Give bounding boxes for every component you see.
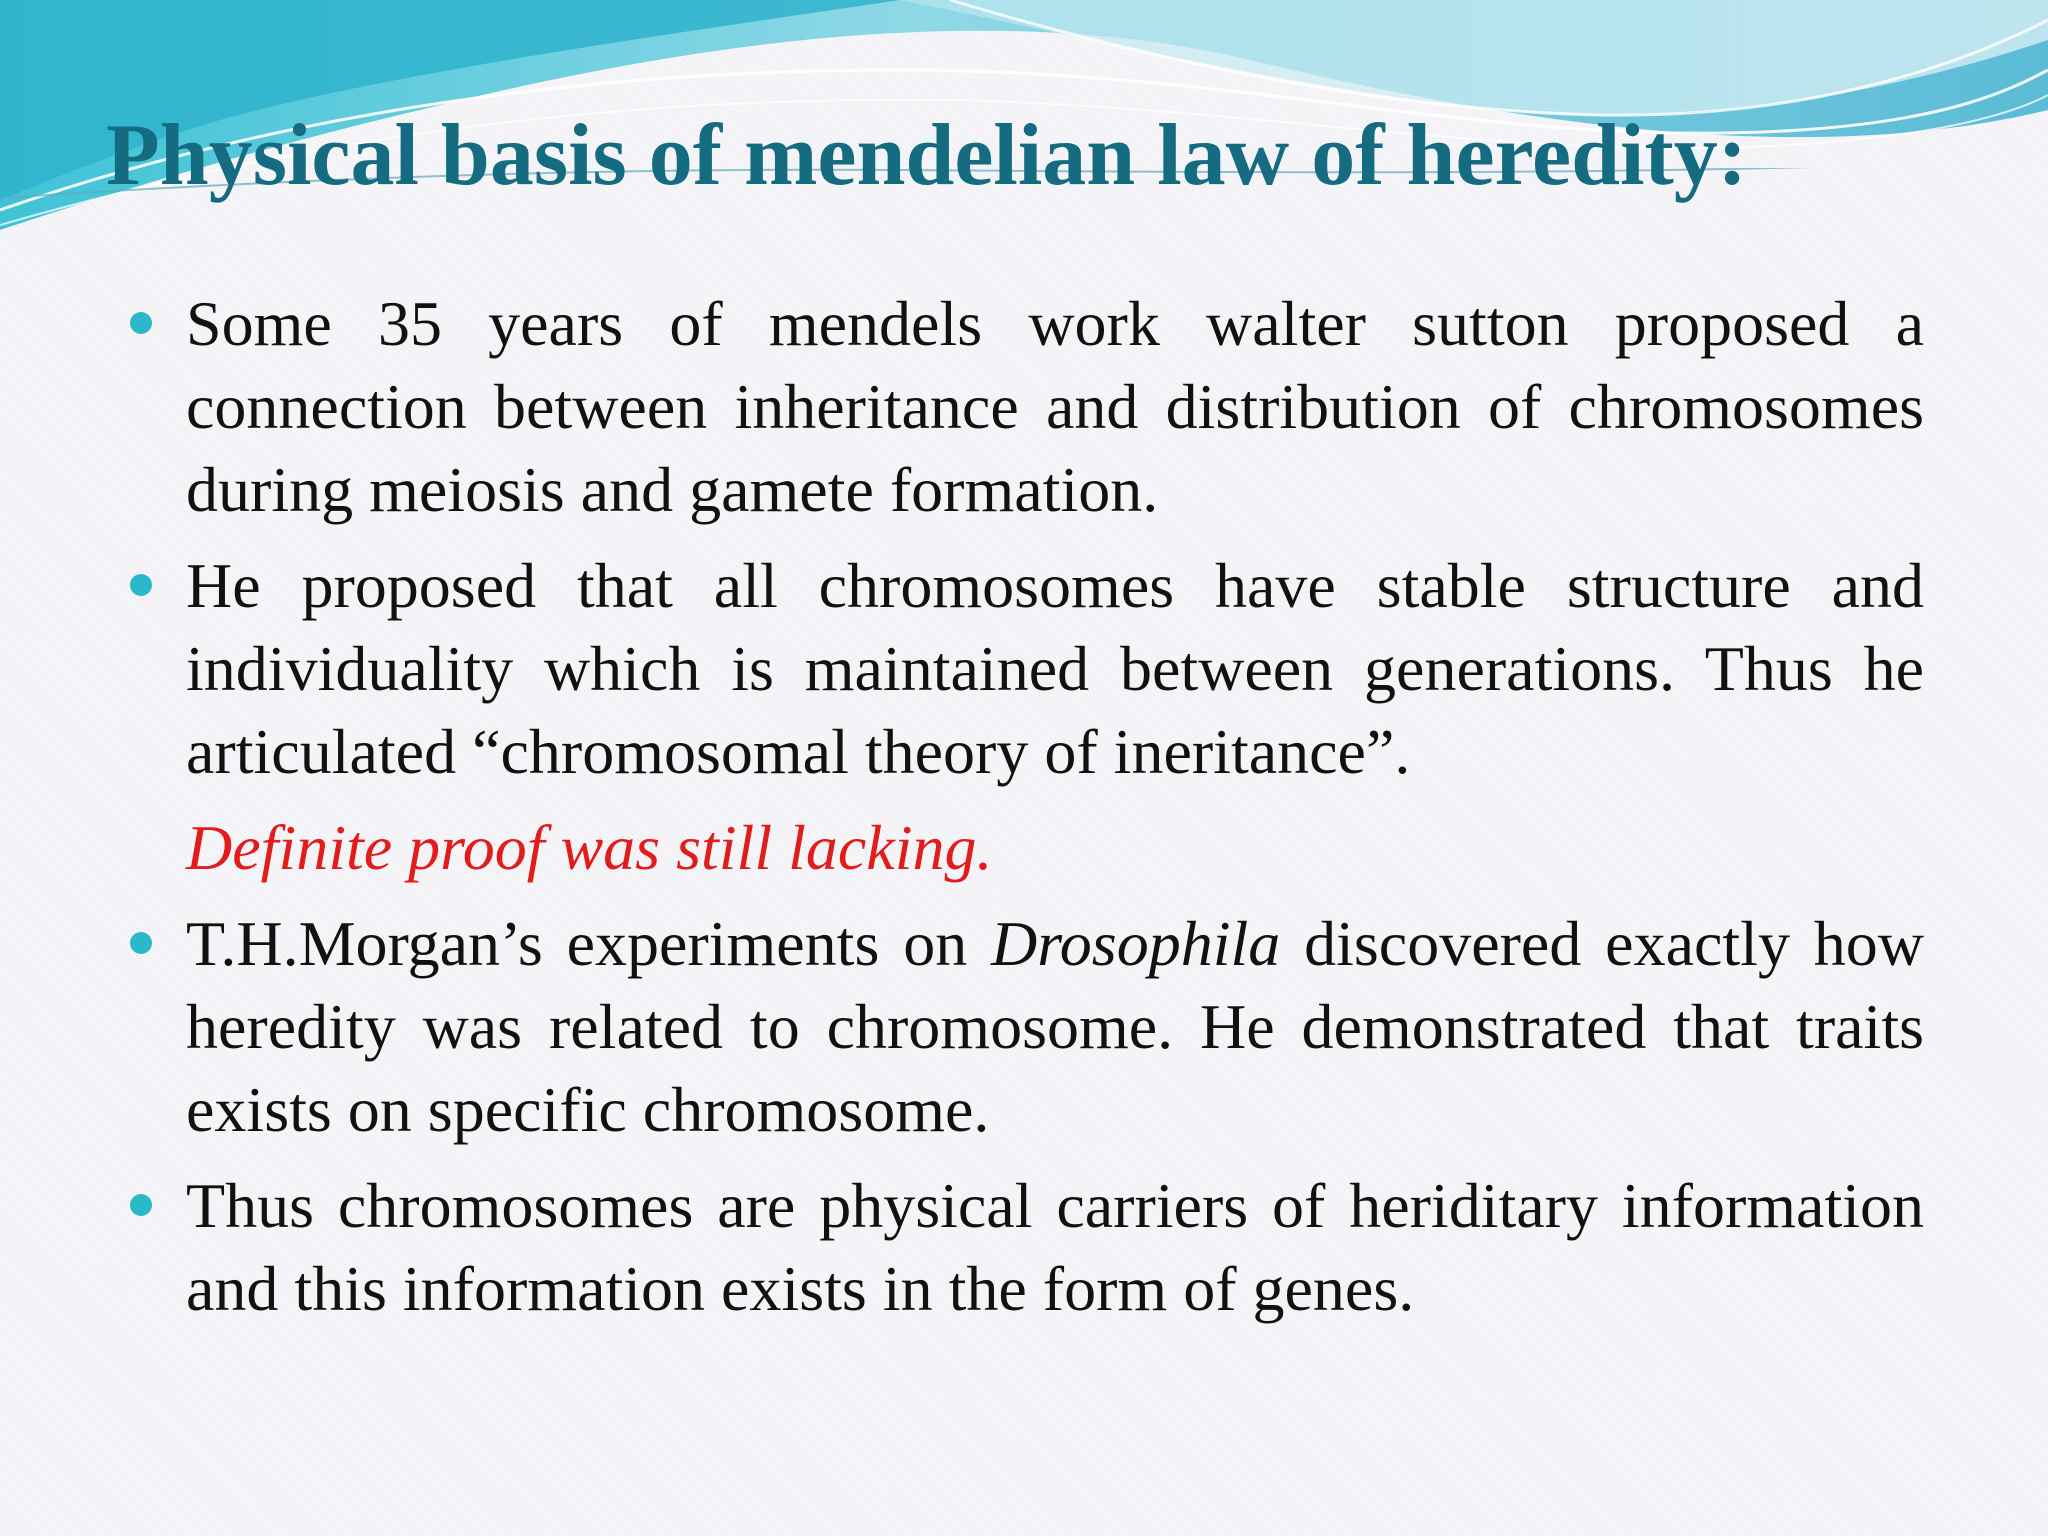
bullet-item [130, 544, 1924, 793]
bullet-item [130, 902, 1924, 1151]
bullet-text-before: T.H.Morgan’s experiments on [186, 908, 992, 979]
bullet-item [130, 1164, 1924, 1330]
bullet-dot-icon [130, 932, 152, 954]
slide-title: Physical basis of mendelian law of heredity: [106, 107, 1748, 204]
bullet-dot-icon [130, 574, 152, 596]
note-text: Definite proof was still lacking. [186, 812, 993, 883]
bullet-item [130, 282, 1924, 531]
bullet-dot-icon [130, 1194, 152, 1216]
bullet-dot-icon [130, 312, 152, 334]
bullet-text-after: discovered exactly how heredity was related to chromosome. He demonstrated that traits exists on specific chromosome. [186, 908, 1924, 1145]
bullet-text: Thus chromosomes are physical carriers of heriditary information and this information exists in the form of genes. [186, 1170, 1924, 1324]
bullet-list [130, 282, 1924, 1343]
bullet-text-italic: Drosophila [991, 908, 1281, 979]
bullet-text: He proposed that all chromosomes have stable structure and individuality which is maintained between generations. Thus he articulated “chromosomal theory of ineritance”. [186, 550, 1924, 787]
bullet-text: Some 35 years of mendels work walter sutton proposed a connection between inheritance and distribution of chromosomes during meiosis and gamete formation. [186, 288, 1924, 525]
